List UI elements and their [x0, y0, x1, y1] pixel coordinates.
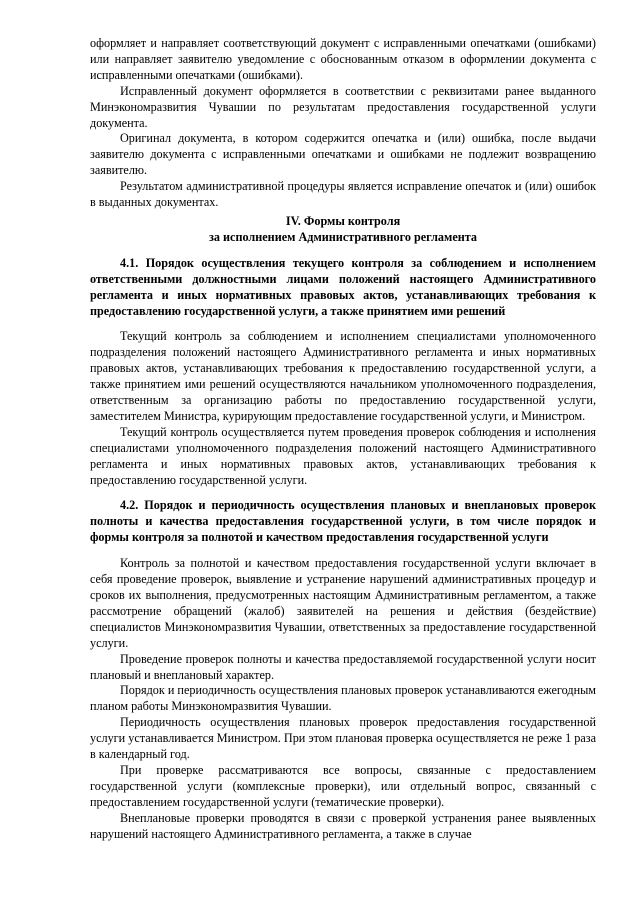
document-page [90, 36, 596, 843]
paragraph: Проведение проверок полноты и качества предоставляемой государственной услуги носит плановый и внеплановый характер. [90, 651, 596, 682]
paragraph: Порядок и периодичность осуществления плановых проверок устанавливаются ежегодным планом работы Минэкономразвития Чувашии. [90, 683, 596, 714]
paragraph: Контроль за полнотой и качеством предоставления государственной услуги включает в себя проведение проверок, выявление и устранение нарушений административных процедур и сроков их выполнения, предусмотренных настоящим Административным регламентом, а также рассмотрение обращений (жалоб) заявителей на решения и действия (бездействие) специалистов Минэкономразвития Чувашии, ответственных за предоставление государственной услуги. [90, 556, 596, 650]
paragraph: Периодичность осуществления плановых проверок предоставления государственной услуги устанавливается Министром. При этом плановая проверка осуществляется не реже 1 раза в календарный год. [90, 715, 596, 762]
paragraph: Оригинал документа, в котором содержится опечатка и (или) ошибка, после выдачи заявителю документа с исправленными опечатками и ошибками не подлежит возвращению заявителю. [90, 131, 596, 178]
paragraph: Текущий контроль осуществляется путем проведения проверок соблюдения и исполнения специалистами уполномоченного подразделения положений настоящего Административного регламента и иных нормативных правовых актов, устанавливающих требования к предоставлению государственной услуги. [90, 424, 596, 487]
section-title: IV. Формы контроля [285, 213, 401, 228]
paragraph: Результатом административной процедуры является исправление опечаток и (или) ошибок в выданных документах. [90, 179, 596, 210]
paragraph: При проверке рассматриваются все вопросы, связанные с предоставлением государственной услуги (комплексные проверки), или отдельный вопрос, связанный с предоставлением государственной услуги (тематические проверки). [90, 762, 596, 809]
paragraph: оформляет и направляет соответствующий документ с исправленными опечатками (ошибками) или направляет заявителю уведомление с обоснованным отказом в оформлении документа с исправленными опечатками (ошибками). [90, 36, 596, 82]
paragraph: Внеплановые проверки проводятся в связи с проверкой устранения ранее выявленных нарушений настоящего Административного регламента, а также в случае [90, 810, 596, 841]
subsection-heading-4-1: 4.1. Порядок осуществления текущего контроля за соблюдением и исполнением ответственными должностными лицами положений настоящего Административного регламента и иных нормативных правовых актов, устанавливающих требования к предоставлению государственной услуги, а также принятием ими решений [90, 255, 596, 318]
subsection-heading-4-2: 4.2. Порядок и периодичность осуществления плановых и внеплановых проверок полноты и качества предоставления государственной услуги, в том числе порядок и формы контроля за полнотой и качеством предоставления государственной услуги [90, 498, 596, 545]
paragraph: Исправленный документ оформляется в соответствии с реквизитами ранее выданного Минэкономразвития Чувашии по результатам предоставления государственной услуги документа. [90, 83, 596, 130]
paragraph: Текущий контроль за соблюдением и исполнением специалистами уполномоченного подразделения положений настоящего Административного регламента и иных нормативных правовых актов, устанавливающих требования к предоставлению государственной услуги, а также принятием ими решений осуществляются начальником уполномоченного подразделения, ответственным за организацию работы по предоставлению государственной услуги, заместителем Министра, курирующим предоставление государственной услуги, и Министром. [90, 329, 596, 423]
section-subtitle: за исполнением Административного регламента [208, 229, 477, 244]
